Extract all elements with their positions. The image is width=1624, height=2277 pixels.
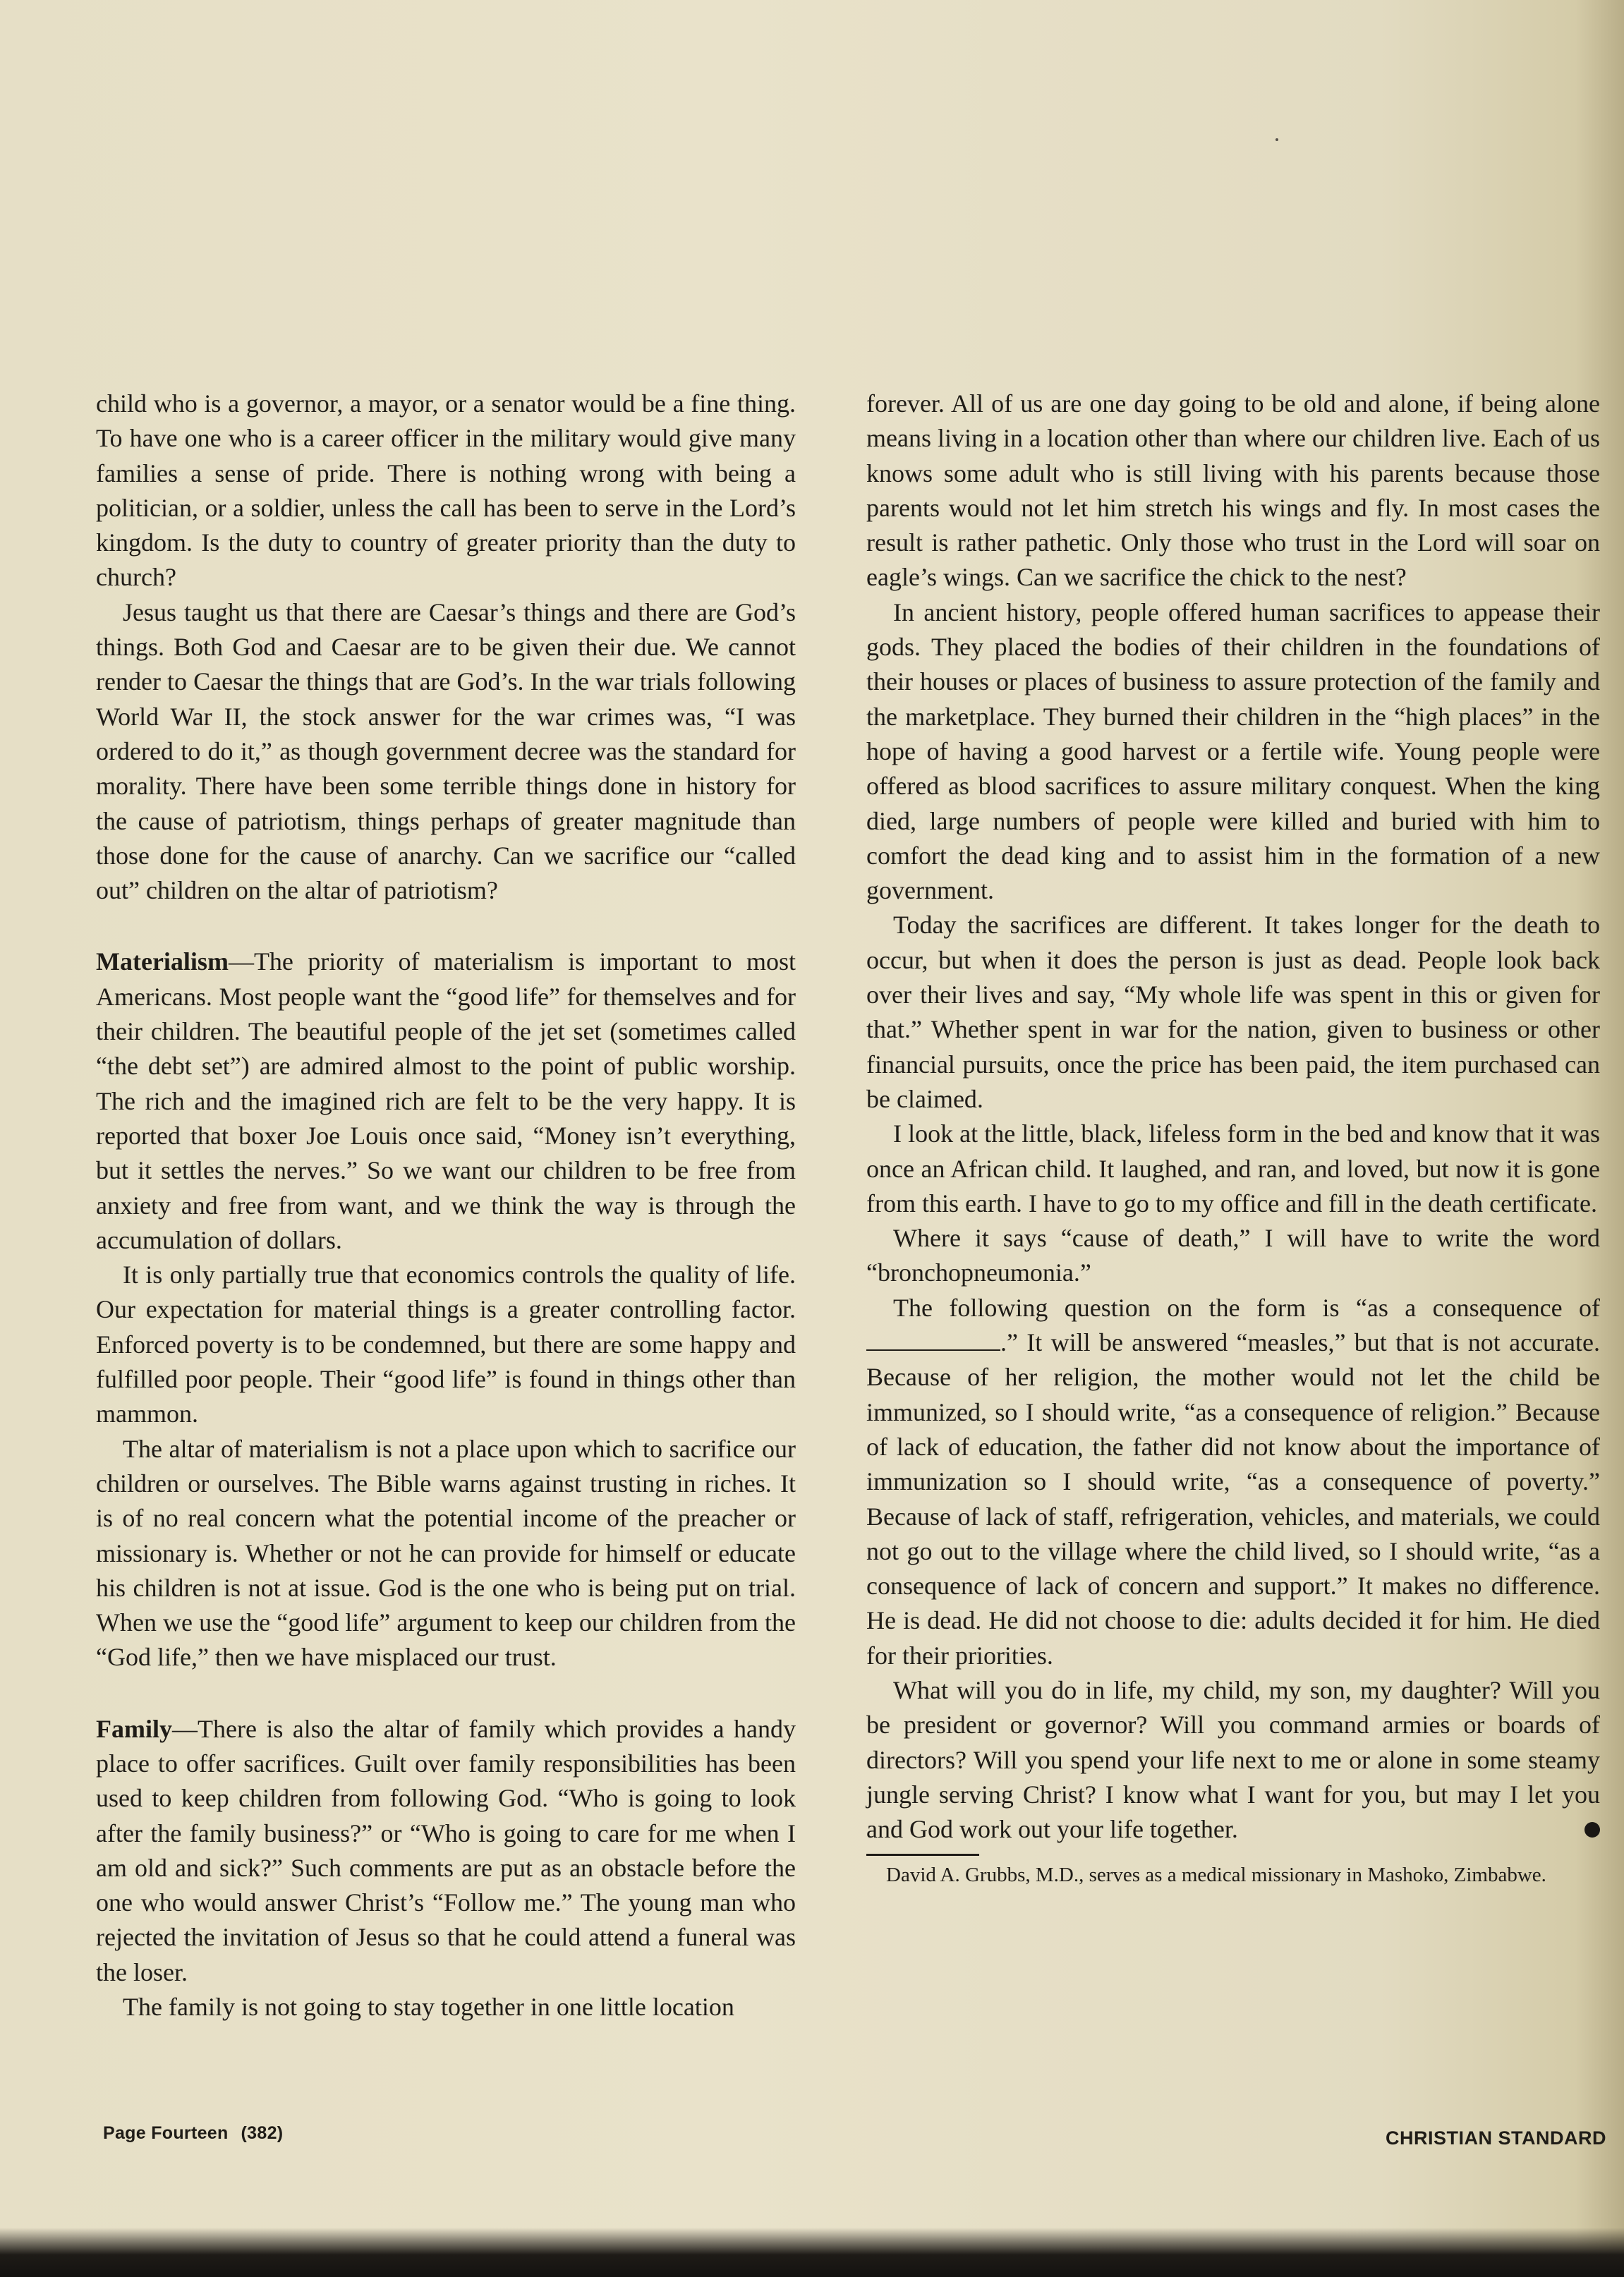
right-column	[866, 387, 1600, 1888]
end-of-article-bullet-icon	[1584, 1822, 1600, 1838]
paper-speck	[1275, 138, 1278, 141]
paragraph: Where it says “cause of death,” I will have to write the word “bronchopneumonia.”	[866, 1224, 1600, 1287]
bio-divider	[866, 1854, 979, 1856]
section-family: Family—There is also the altar of family which provides a handy place to offer sacrifices. Guilt over family responsibilities has been used to keep children from following God. “Who is going to look after the family business?” or “Who is going to care for me when I am old and sick?” Such comments are put as an obstacle before the one who would answer Christ’s “Follow me.” The young man who rejected the invitation of Jesus so that he could attend a funeral was the loser.	[96, 1714, 796, 1986]
page-footer-label	[103, 2123, 283, 2144]
paragraph: The following question on the form is “as a consequence of .” It will be answered “measles,” but that is not accurate. Because of her religion, the mother would not let the child be immunized, so I should write, “as a consequence of religion.” Because of lack of education, the father did not know about the importance of immunization so I should write, “as a consequence of poverty.” Because of lack of staff, refrigeration, vehicles, and materials, we could not go out to the village where the child lived, so I should write, “as a consequence of lack of concern and support.” It makes no difference. He is dead. He did not choose to die: adults decided it for him. He died for their priorities.	[866, 1293, 1600, 1670]
paragraph: In ancient history, people offered human sacrifices to appease their gods. They placed the bodies of their children in the foundations of their houses or places of business to assure protection of the family and the marketplace. They burned their children in the “high places” in the hope of having a good harvest or a fertile wife. Young people were offered as blood sacrifices to assure military conquest. When the king died, large numbers of people were killed and buried with him to comfort the dead king and to assist him in the formation of a new government.	[866, 597, 1600, 905]
publication-name: CHRISTIAN STANDARD	[1386, 2127, 1606, 2149]
paragraph: child who is a governor, a mayor, or a senator would be a fine thing. To have one who is a career officer in the military would give many families a sense of pride. There is nothing wrong with being a politician, or a soldier, unless the call has been to serve in the Lord’s kingdom. Is the duty to country of greater priority than the duty to church?	[96, 389, 796, 592]
paragraph: I look at the little, black, lifeless form in the bed and know that it was once an African child. It laughed, and ran, and loved, but now it is gone from this earth. I have to go to my office and fill in the death certificate.	[866, 1119, 1600, 1218]
author-bio: David A. Grubbs, M.D., serves as a medical missionary in Mashoko, Zimbabwe.	[886, 1864, 1546, 1887]
section-heading: Family	[96, 1714, 172, 1743]
paragraph: It is only partially true that economics controls the quality of life. Our expectation for material things is a greater controlling factor. Enforced poverty is to be condemned, but there are some happy and fulfilled poor people. Their “good life” is found in things other than mammon.	[96, 1261, 796, 1428]
paragraph: Jesus taught us that there are Caesar’s things and there are God’s things. Both God and Caesar are to be given their due. We cannot render to Caesar the things that are God’s. In the war trials following World War II, the stock answer for the war crimes was, “I was ordered to do it,” as though government decree was the standard for morality. There have been some terrible things done in history for the cause of patriotism, things perhaps of greater magnitude than those done for the cause of anarchy. Can we sacrifice our “called out” children on the altar of patriotism?	[96, 597, 796, 905]
page-number: (382)	[241, 2123, 284, 2143]
form-blank-line	[866, 1328, 1000, 1351]
left-column	[96, 387, 796, 2024]
section-heading: Materialism	[96, 947, 229, 976]
paragraph: Today the sacrifices are different. It takes longer for the death to occur, but when it does the person is just as dead. People look back over their lives and say, “My whole life was spent in this or given for that.” Whether spent in war for the nation, given to business or other financial pursuits, once the price has been paid, the item purchased can be claimed.	[866, 911, 1600, 1113]
scan-edge-shadow	[0, 2228, 1624, 2277]
paragraph: forever. All of us are one day going to be old and alone, if being alone means living in a location other than where our children live. Each of us knows some adult who is still living with his parents because those parents would not let him stretch his wings and fly. In most cases the result is rather pathetic. Only those who trust in the Lord will soar on eagle’s wings. Can we sacrifice the chick to the nest?	[866, 389, 1600, 592]
section-materialism: Materialism—The priority of materialism is important to most Americans. Most people want the “good life” for themselves and for their children. The beautiful people of the jet set (sometimes called “the debt set”) are admired almost to the point of public worship. The rich and the imagined rich are felt to be the very happy. It is reported that boxer Joe Louis once said, “Money isn’t everything, but it settles the nerves.” So we want our children to be free from anxiety and free from want, and we think the way is through the accumulation of dollars.	[96, 947, 796, 1254]
paragraph: The family is not going to stay together in one little location	[123, 1993, 734, 2022]
closing-paragraph: What will you do in life, my child, my son, my daughter? Will you be president or governor? Will you command armies or boards of directors? Will you spend your life next to me or alone in some steamy jungle serving Christ? I know what I want for you, but may I let you and God work out your life together.	[866, 1675, 1600, 1844]
paragraph: The altar of materialism is not a place upon which to sacrifice our children or ourselves. The Bible warns against trusting in riches. It is of no real concern what the potential income of the preacher or missionary is. Whether or not he can provide for himself or educate his children is not at issue. God is the one who is being put on trial. When we use the “good life” argument to keep our children from the “God life,” then we have misplaced our trust.	[96, 1434, 796, 1672]
page-label: Page Fourteen	[103, 2123, 229, 2143]
